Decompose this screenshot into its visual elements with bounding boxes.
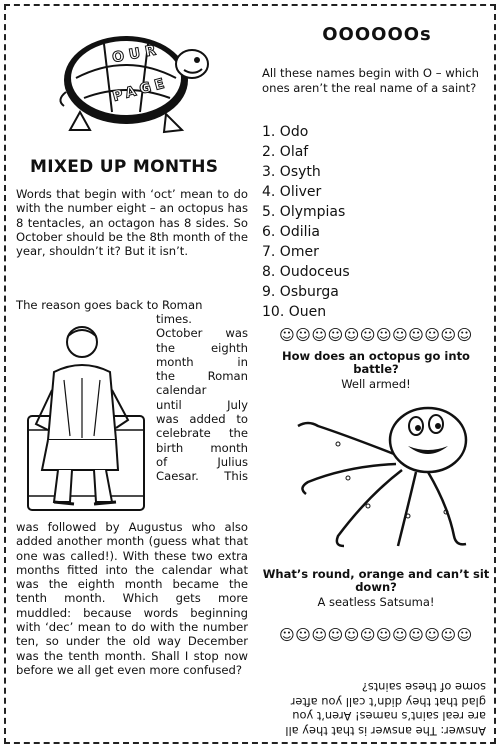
months-paragraph-1: Words that begin with ‘oct’ mean to do with the number eight – an octopus has 8 tentacles, an octagon has 8 sides. So October should be the 8th month of the year, shouldn’t it? But it isn’t. — [16, 187, 248, 259]
saints-list — [262, 122, 350, 322]
julius-caesar-illustration — [24, 320, 148, 520]
wrap-line: October was — [156, 326, 248, 341]
octopus-illustration — [278, 396, 478, 560]
wrap-line: was added to — [156, 412, 248, 427]
wrap-line: month in — [156, 354, 248, 369]
tortoise-logo-illustration — [54, 22, 214, 140]
saint-item: 7. Omer — [262, 244, 319, 260]
saint-item: 3. Osyth — [262, 164, 321, 180]
smiley-divider-2: ☺☺☺☺☺☺☺☺☺☺☺☺ — [279, 626, 473, 644]
smiley-divider-1: ☺☺☺☺☺☺☺☺☺☺☺☺ — [279, 326, 473, 344]
saint-item: 8. Oudoceus — [262, 264, 350, 280]
upside-down-answer — [266, 680, 486, 738]
answer-text: The answer is that they all are real saint’s names! Aren’t you glad that they didn’t call you after some of these saints? — [285, 680, 486, 738]
our-page-logo — [16, 22, 248, 144]
wrap-line: birth month — [156, 440, 248, 455]
months-paragraph-2-wrap — [156, 312, 248, 484]
months-paragraph-2-rest: was followed by Augustus who also added another month (guess what that one was called!). With these two extra months fitted into the calendar what was the eighth month became the tenth month. Which gets more muddled: because words beginning with ‘dec’ mean to do with the number ten, so under the old way December was the tenth month. Shall I stop now before we all get even more confused? — [16, 520, 248, 677]
left-column — [16, 22, 248, 677]
wrap-line: Caesar. This — [156, 469, 248, 484]
wrap-line: the eighth — [156, 340, 248, 355]
saints-title: OOOOOOs — [322, 24, 432, 45]
satsuma-joke-question: What’s round, orange and can’t sit down? — [262, 567, 490, 594]
answer-label: Answer: — [440, 724, 486, 738]
wrap-line: times. — [156, 312, 192, 326]
wrap-line: calendar — [156, 383, 207, 398]
wrap-line: of Julius — [156, 454, 248, 469]
logo-word-our: OUR — [110, 41, 163, 67]
logo-word-page: PAGE — [110, 74, 170, 106]
months-title: MIXED UP MONTHS — [30, 157, 219, 177]
saint-item: 1. Odo — [262, 124, 309, 140]
wrap-line: the Roman — [156, 369, 248, 384]
saint-item: 4. Oliver — [262, 184, 322, 200]
saint-item: 6. Odilia — [262, 224, 320, 240]
octopus-joke-question: How does an octopus go into battle? — [282, 349, 470, 376]
newsletter-page — [4, 4, 496, 744]
octopus-joke-answer: Well armed! — [341, 377, 411, 391]
satsuma-joke-answer: A seatless Satsuma! — [317, 595, 435, 609]
saint-item: 10. Ouen — [262, 304, 327, 320]
saint-item: 5. Olympias — [262, 204, 346, 220]
saints-intro: All these names begin with O – which ones aren’t the real name of a saint? — [262, 65, 480, 95]
wrap-line: celebrate the — [156, 426, 248, 441]
saint-item: 9. Osburga — [262, 284, 339, 300]
wrap-line: until July — [156, 397, 248, 412]
saint-item: 2. Olaf — [262, 144, 309, 160]
months-paragraph-2-lead: The reason goes back to Roman — [16, 298, 203, 312]
